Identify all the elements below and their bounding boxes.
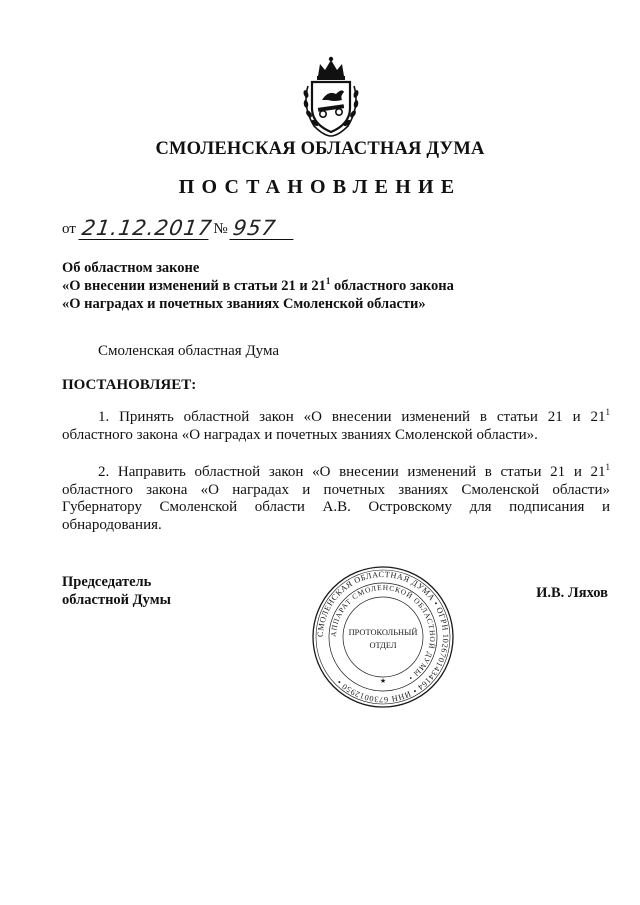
signatory-title [62,573,171,609]
stamp-outer-ring-text: СМОЛЕНСКАЯ ОБЛАСТНАЯ ДУМА • ОГРН 1026701434164 • ИНН 6730012950 • [315,569,451,705]
date-label: от [62,221,76,237]
stamp-star-icon: ★ [379,677,387,685]
paragraph-2: 2. Направить областной закон «О внесении изменений в статьи 21 и $21^1$ областного закона «О наградах и почетных званиях Смоленской области» Губернатору Смоленской области А.В. Островскому для подписания и обнародования. [62,462,610,533]
round-seal-stamp [311,565,455,709]
stamp-center-line-1: ПРОТОКОЛЬНЫЙ [348,628,418,637]
stamp-inner-ring-text: АППАРАТ СМОЛЕНСКОЙ ОБЛАСТНОЙ ДУМЫ • [328,582,438,683]
subject-line-2: «О внесении изменений в статьи 21 и $21^1$ областного закона [62,276,454,294]
number-label: № [213,221,228,237]
document-subject [62,259,454,313]
subject-line-1: Об областном законе [62,260,200,276]
issuer-text: Смоленская областная Дума [98,343,280,359]
signatory-title-line-2: областной Думы [62,592,171,608]
document-type-title: ПОСТАНОВЛЕНИЕ [178,176,462,198]
organization-name: СМОЛЕНСКАЯ ОБЛАСТНАЯ ДУМА [155,139,485,159]
document-date: 21.12.2017 [79,216,214,240]
signatory-name: И.В. Ляхов [536,585,608,601]
stamp-center-line-2: ОТДЕЛ [369,641,397,650]
date-number-line [62,217,295,240]
resolves-heading: ПОСТАНОВЛЯЕТ: [62,377,197,393]
document-number: 957 [230,217,297,240]
subject-line-3: «О наградах и почетных званиях Смоленской области» [62,296,426,312]
coat-of-arms-icon [298,56,364,138]
paragraph-1: 1. Принять областной закон «О внесении изменений в статьи 21 и $21^1$ областного закона «О наградах и почетных званиях Смоленской области». [62,407,610,443]
signatory-title-line-1: Председатель [62,574,152,590]
